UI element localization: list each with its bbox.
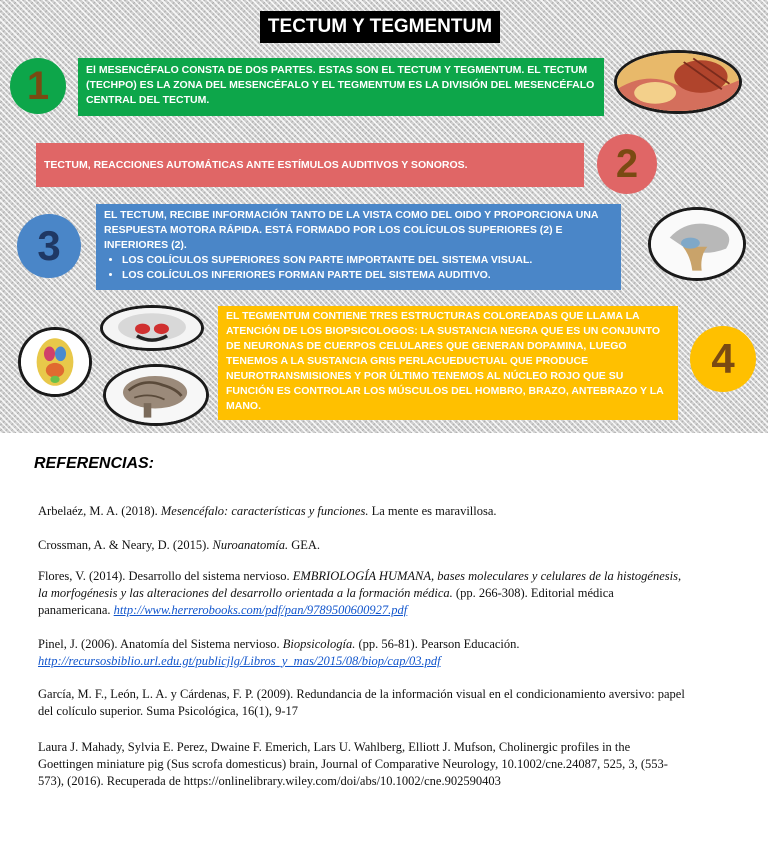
section-1-number-badge <box>10 58 66 114</box>
section-3-text: EL TECTUM, RECIBE INFORMACIÓN TANTO DE LA VISTA COMO DEL OIDO Y PROPORCIONA UNA RESPUESTA MOTORA RÁPIDA. ESTÁ FORMADO POR LOS COLÍCULOS SUPERIORES (2) E INFERIORES (2). <box>104 209 599 251</box>
section-2-text-box <box>36 143 584 187</box>
reference-item: Flores, V. (2014). Desarrollo del sistema nervioso. EMBRIOLOGÍA HUMANA, bases moleculares y celulares de la histogénesis, la morfogénesis y las alteraciones del desarrollo orientada a la formación médica. (pp. 266-308). Editorial médica panamericana. http://www.herrerobooks.com/pdf/pan/9789500600927.pdf <box>38 569 682 617</box>
section-3-number: 3 <box>37 222 61 269</box>
section-4-number: 4 <box>711 335 735 382</box>
skull-base-image <box>18 327 92 397</box>
section-1-number: 1 <box>26 63 50 108</box>
page-title: TECTUM Y TEGMENTUM <box>260 11 500 43</box>
section-4-text: EL TEGMENTUM CONTIENE TRES ESTRUCTURAS COLOREADAS QUE LLAMA LA ATENCIÓN DE LOS BIOPSICOLOGOS: LA SUSTANCIA NEGRA QUE ES UN CONJUNTO DE NEURONAS DE CUERPOS CELULARES QUE GENERAN DOPAMINA, LUEGO TENEMOS A LA SUSTANCIA GRIS PERLACUEDUCTUAL QUE PRODUCE NEUROTRANSMISIONES Y POR ÚLTIMO TENEMOS AL NÚCLEO ROJO QUE SU FUNCIÓN ES CONTROLAR LOS MÚSCULOS DEL HOMBRO, BRAZO, ANTEBRAZO Y LA MANO. <box>226 310 664 412</box>
section-1-text-box <box>78 58 604 116</box>
section-3-bullet-list <box>104 253 613 283</box>
section-2-text: TECTUM, REACCIONES AUTOMÁTICAS ANTE ESTÍMULOS AUDITIVOS Y SONOROS. <box>44 158 468 171</box>
section-3-text-box <box>96 204 621 290</box>
section-4-number-badge <box>690 326 756 392</box>
reference-item: Laura J. Mahady, Sylvia E. Perez, Dwaine F. Emerich, Lars U. Wahlberg, Elliott J. Mufson, Cholinergic profiles in the Goettingen miniature pig (Sus scrofa domesticus) brain, Journal of Comparative Neurology, 10.1002/cne.24087, 525, 3, (553-573), (2016). Recuperada de https://onlinelibrary.wiley.com/doi/abs/10.1002/cne.902590403 <box>38 740 668 788</box>
section-2-number-badge <box>597 134 657 194</box>
list-item: • LOS COLÍCULOS INFERIORES FORMAN PARTE DEL SISTEMA AUDITIVO. <box>122 268 613 283</box>
brain-sagittal-image <box>103 364 209 426</box>
references-heading: REFERENCIAS: <box>34 455 155 472</box>
list-item: • LOS COLÍCULOS SUPERIORES SON PARTE IMPORTANTE DEL SISTEMA VISUAL. <box>122 253 613 268</box>
section-2-number: 2 <box>615 141 639 186</box>
section-3-number-badge <box>17 214 81 278</box>
midbrain-illustration-image <box>614 50 742 114</box>
reference-item: Crossman, A. & Neary, D. (2015). Nuroanatomía. GEA. <box>38 538 321 552</box>
reference-link[interactable]: http://recursosbiblio.url.edu.gt/publicjlg/Libros_y_mas/2015/08/biop/cap/03.pdf <box>38 654 441 668</box>
brainstem-illustration-image <box>648 207 746 281</box>
brain-section-image <box>100 305 204 351</box>
reference-item: Arbelaéz, M. A. (2018). Mesencéfalo: características y funciones. La mente es maravillosa. <box>38 504 497 518</box>
section-4-text-box <box>218 306 678 420</box>
reference-item: García, M. F., León, L. A. y Cárdenas, F. P. (2009). Redundancia de la información visual en el condicionamiento aversivo: papel del colículo superior. Suma Psicológica, 16(1), 9-17 <box>38 687 685 718</box>
reference-link[interactable]: http://www.herrerobooks.com/pdf/pan/9789500600927.pdf <box>113 603 408 617</box>
reference-item: Pinel, J. (2006). Anatomía del Sistema nervioso. Biopsicología. (pp. 56-81). Pearson Educación. http://recursosbiblio.url.edu.gt/publicjlg/Libros_y_mas/2015/08/biop/cap/03.pdf <box>38 637 520 668</box>
section-1-text: El MESENCÉFALO CONSTA DE DOS PARTES. ESTAS SON EL TECTUM Y TEGMENTUM. EL TECTUM (TECHPO) ES LA ZONA DEL MESENCÉFALO Y EL TEGMENTUM ES LA DIVISIÓN DEL MESENCÉFALO CENTRAL DEL TECTUM. <box>86 64 595 106</box>
